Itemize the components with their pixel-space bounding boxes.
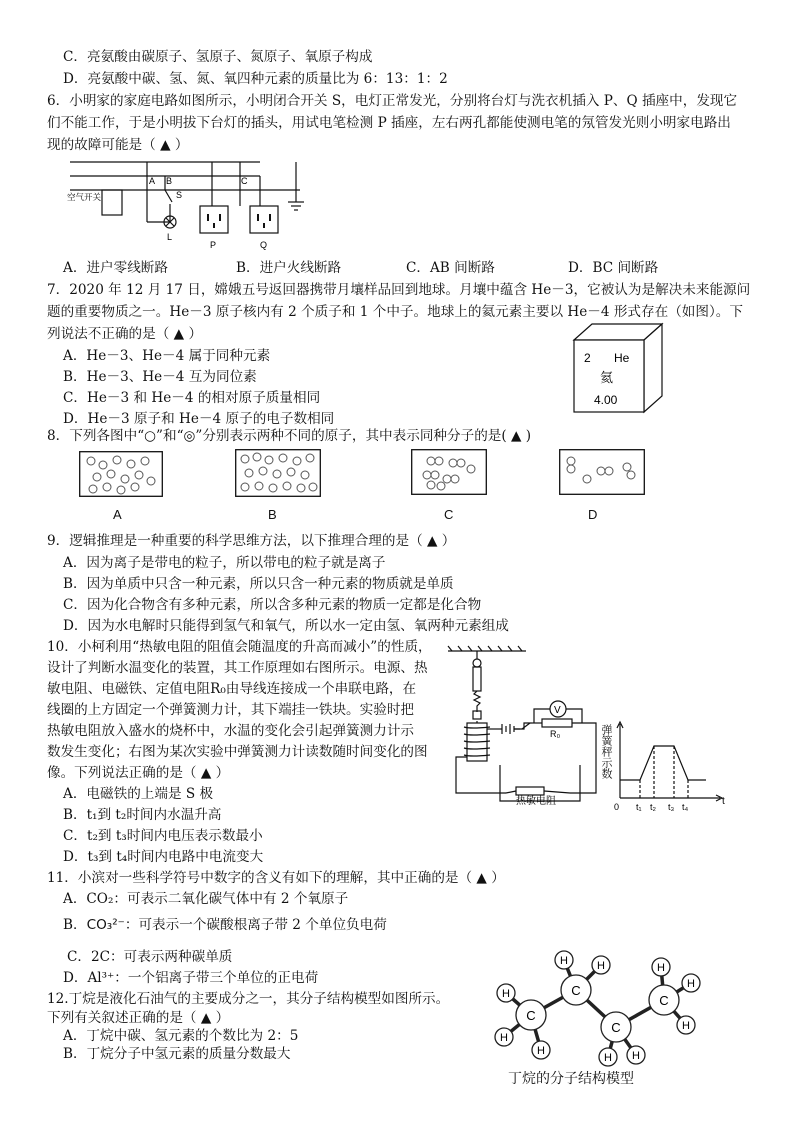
q6-stem-1: 6．小明家的家庭电路如图所示，小明闭合开关 S，电灯正常发光，分别将台灯与洗衣机插入 P、Q 插座中，发现它 <box>47 93 738 109</box>
q7-stem-3: 列说法不正确的是（ ▲ ） <box>47 326 203 342</box>
q5-option-c: C．亮氨酸由碳原子、氢原子、氮原子、氧原子构成 <box>63 49 373 65</box>
h-atom: H <box>632 1050 640 1062</box>
q10-stem-1: 10．小柯利用“热敏电阻的阻值会随温度的升高而减小”的性质， <box>47 639 432 655</box>
q8-box-c <box>411 449 487 495</box>
q7-option-b: B．He－3、He－4 互为同位素 <box>63 369 257 385</box>
q8-label-b: B <box>268 507 277 522</box>
q10-stem-2: 设计了判断水温变化的装置，其工作原理如右图所示。电源、热 <box>47 660 428 676</box>
q8-box-b <box>235 449 321 497</box>
label-s: S <box>176 190 183 200</box>
element-symbol: He <box>614 351 630 365</box>
q6-stem-3: 现的故障可能是（ ▲ ） <box>47 137 189 153</box>
breaker-label: 空气开关 <box>67 192 102 202</box>
q7-option-c: C．He－3 和 He－4 的相对原子质量相同 <box>63 390 321 406</box>
q9-option-b: B．因为单质中只含一种元素，所以只含一种元素的物质就是单质 <box>63 576 454 592</box>
q11-option-a: A．CO₂：可表示二氧化碳气体中有 2 个氧原子 <box>63 891 349 907</box>
label-c: C <box>241 176 248 186</box>
helium-element-card <box>566 322 666 414</box>
q10-stem-4: 线圈的上方固定一个弹簧测力计，其下端挂一铁块。实验时把 <box>47 702 415 718</box>
q12-option-b: B．丁烷分子中氢元素的质量分数最大 <box>63 1046 291 1062</box>
q6-option-c: C．AB 间断路 <box>406 260 495 276</box>
c-atom: C <box>571 983 581 998</box>
h-atom: H <box>500 1032 508 1044</box>
atomic-number: 2 <box>584 351 591 365</box>
q6-option-b: B．进户火线断路 <box>236 260 342 276</box>
q7-stem-1: 7．2020 年 12 月 17 日，嫦娥五号返回器携带月壤样品回到地球。月壤中蕴含 He－3，它被认为是解决未来能源问 <box>47 282 751 298</box>
butane-caption: 丁烷的分子结构模型 <box>508 1071 634 1087</box>
tick-t3: t₃ <box>668 802 675 812</box>
q10-option-d: D．t₃到 t₄时间内电路中电流变大 <box>63 849 264 865</box>
q7-option-d: D．He－3 原子和 He－4 原子的电子数相同 <box>63 411 335 427</box>
q8-box-a <box>79 451 163 497</box>
h-atom: H <box>560 955 568 967</box>
graph-xlabel: t <box>722 796 725 807</box>
q5-option-d: D．亮氨酸中碳、氢、氮、氧四种元素的质量比为 6：13：1：2 <box>63 71 448 87</box>
h-atom: H <box>604 1052 612 1064</box>
tick-t4: t₄ <box>682 802 689 812</box>
q10-stem-3: 敏电阻、电磁铁、定值电阻R₀由导线连接成一个串联电路，在 <box>47 681 417 697</box>
q8-label-d: D <box>588 507 598 522</box>
c-atom: C <box>526 1008 536 1023</box>
q10-stem-6: 数发生变化；右图为某次实验中弹簧测力计读数随时间变化的图 <box>47 744 428 760</box>
atomic-mass: 4.00 <box>594 393 618 407</box>
q7-option-a: A．He－3、He－4 属于同种元素 <box>63 348 271 364</box>
resistor-label: R₀ <box>550 729 561 739</box>
graph-origin: 0 <box>614 802 620 812</box>
q10-stem-5: 热敏电阻放入盛水的烧杯中，水温的变化会引起弹簧测力计示 <box>47 723 415 739</box>
label-q: Q <box>260 240 268 250</box>
q11-b-prefix: B． <box>63 917 87 933</box>
h-atom: H <box>682 1020 690 1032</box>
tick-t2: t₂ <box>650 802 656 812</box>
q6-option-d: D．BC 间断路 <box>568 260 659 276</box>
q8-label-a: A <box>113 507 122 522</box>
q10-option-b: B．t₁到 t₂时间内水温升高 <box>63 807 222 823</box>
q9-option-d: D．因为水电解时只能得到氢气和氧气，所以水一定由氢、氧两种元素组成 <box>63 618 509 634</box>
q12-stem-1: 12.丁烷是液化石油气的主要成分之一，其分子结构模型如图所示。 <box>47 991 450 1007</box>
graph-ylabel: 弹簧秤示数 <box>600 724 613 779</box>
q10-apparatus-diagram <box>446 645 606 805</box>
tick-t1: t₁ <box>636 802 642 812</box>
h-atom: H <box>502 988 510 1000</box>
label-l: L <box>167 232 173 242</box>
voltmeter-label: V <box>554 705 561 716</box>
label-a: A <box>149 176 156 186</box>
element-name: 氦 <box>600 370 614 385</box>
q10-stem-7: 像。下列说法正确的是（ ▲ ） <box>47 765 230 781</box>
q10-option-c: C．t₂到 t₃时间内电压表示数最小 <box>63 828 263 844</box>
q8-stem: 8．下列各图中“○”和“◎”分别表示两种不同的原子，其中表示同种分子的是( ▲ ) <box>47 428 532 444</box>
q10-option-a: A．电磁铁的上端是 S 极 <box>63 786 214 802</box>
q11-b-text: ：可表示一个碳酸根离子带 2 个单位负电荷 <box>124 917 387 933</box>
q8-label-c: C <box>444 507 454 522</box>
c-atom: C <box>659 993 669 1008</box>
q6-circuit-diagram <box>60 156 320 256</box>
label-p: P <box>210 240 217 250</box>
q11-option-c: C．2C：可表示两种碳单质 <box>67 949 233 965</box>
q7-stem-2: 题的重要物质之一。He－3 原子核内有 2 个质子和 1 个中子。地球上的氦元素主要以 He－4 形式存在（如图）。下 <box>47 304 743 320</box>
h-atom: H <box>597 960 605 972</box>
q12-stem-2: 下列有关叙述正确的是（ ▲ ） <box>47 1010 230 1026</box>
q11-option-d: D．Al³⁺：一个铝离子带三个单位的正电荷 <box>63 970 319 986</box>
carbonate-formula: CO₃²⁻ <box>86 917 125 933</box>
h-atom: H <box>657 962 665 974</box>
q9-option-a: A．因为离子是带电的粒子，所以带电的粒子就是离子 <box>63 555 386 571</box>
q11-option-b <box>63 915 387 935</box>
butane-molecule-model <box>486 945 716 1075</box>
spring-reading-graph <box>596 718 730 818</box>
q6-stem-2: 们不能工作，于是小明拔下台灯的插头，用试电笔检测 P 插座，左右两孔都能使测电笔的氖管发光则小明家电路出 <box>47 115 731 131</box>
q9-option-c: C．因为化合物含有多种元素，所以含多种元素的物质一定都是化合物 <box>63 597 482 613</box>
h-atom: H <box>687 978 695 990</box>
q9-stem: 9．逻辑推理是一种重要的科学思维方法，以下推理合理的是（ ▲ ） <box>47 533 456 549</box>
c-atom: C <box>611 1020 621 1035</box>
q11-stem: 11．小滨对一些科学符号中数字的含义有如下的理解，其中正确的是（ ▲ ） <box>47 870 505 886</box>
q6-option-a: A．进户零线断路 <box>63 260 168 276</box>
h-atom: H <box>537 1045 545 1057</box>
label-b: B <box>166 176 173 186</box>
q8-box-d <box>559 449 645 495</box>
thermistor-label: 热敏电阻 <box>516 796 556 805</box>
q12-option-a: A．丁烷中碳、氢元素的个数比为 2：5 <box>63 1028 299 1044</box>
